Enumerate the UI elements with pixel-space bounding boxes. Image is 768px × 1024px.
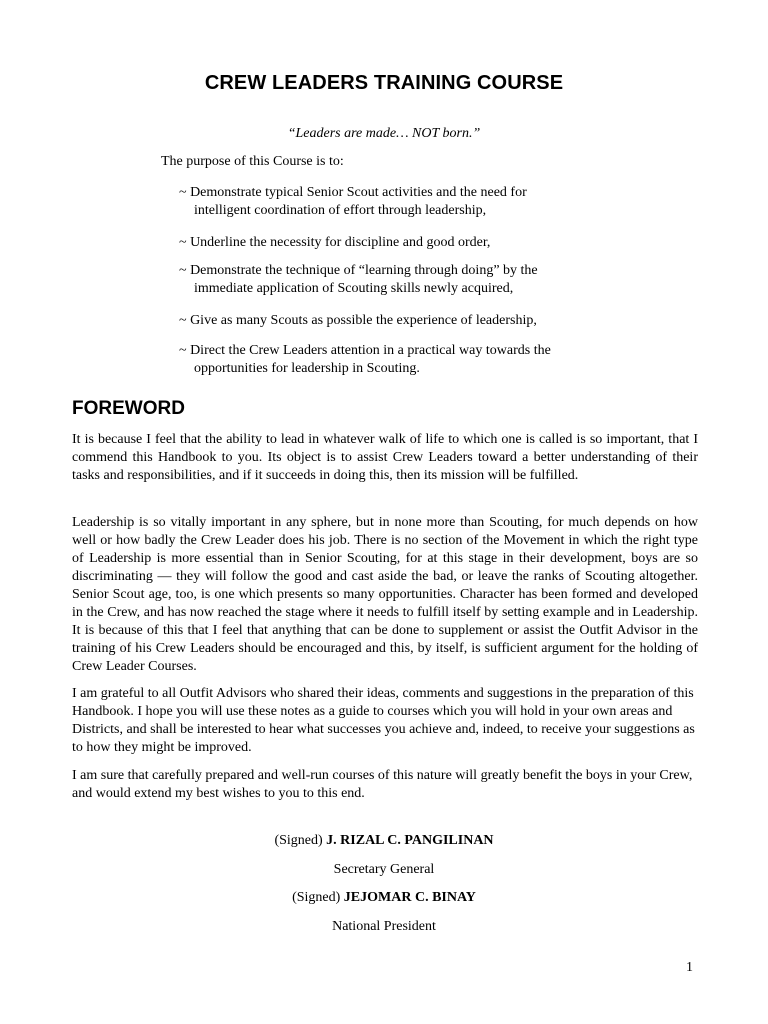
purpose-item (179, 234, 619, 252)
purpose-item (179, 342, 619, 378)
foreword-heading: FOREWORD (72, 398, 185, 419)
purpose-item-line1: ~ Demonstrate typical Senior Scout activities and the need for (179, 185, 527, 200)
foreword-paragraph: It is because I feel that the ability to lead in whatever walk of life to which one is called is so important, that I commend this Handbook to you. Its object is to assist Crew Leaders toward a better understanding of their tasks and responsibilities, and if it succeeds in doing this, then its mission will be fulfilled. (72, 432, 698, 483)
signatory-role: Secretary General (333, 862, 435, 877)
foreword-paragraph: I am sure that carefully prepared and well-run courses of this nature will greatly benefit the boys in your Crew, and would extend my best wishes to you to this end. (72, 768, 693, 801)
purpose-item-line2: intelligent coordination of effort through leadership, (194, 203, 487, 218)
purpose-item (179, 312, 619, 330)
foreword-paragraph: I am grateful to all Outfit Advisors who shared their ideas, comments and suggestions in the preparation of this Handbook. I hope you will use these notes as a guide to courses which you will hold in your own areas and Districts, and shall be interested to hear what successes you achieve and, indeed, to receive your suggestions as to how they might be improved. (72, 686, 695, 755)
page-number: 1 (686, 960, 693, 975)
purpose-item-line1: ~ Demonstrate the technique of “learning through doing” by the (179, 263, 538, 278)
signatory-role: National President (332, 919, 436, 934)
foreword-paragraph: Leadership is so vitally important in any sphere, but in none more than Scouting, for much depends on how well or how badly the Crew Leader does his job. There is no section of the Movement in which the right type of Leadership is more essential than in Senior Scouting, for at this stage in their development, boys are so discriminating — they will follow the good and cast aside the bad, or leave the ranks of Scouting altogether. Senior Scout age, too, is one which presents so many opportunities. Character has been formed and developed in the Crew, and has now reached the stage where it needs to fulfill itself by setting example and in Leadership. It is because of this that I feel that anything that can be done to supplement or assist the Outfit Advisor in the training of his Crew Leaders should be encouraged and this, by itself, is sufficient argument for the holding of Crew Leader Courses. (72, 515, 698, 674)
motto-quote: “Leaders are made… NOT born.” (287, 126, 481, 141)
signed-prefix: (Signed) (292, 890, 341, 905)
purpose-item-line1: ~ Give as many Scouts as possible the experience of leadership, (179, 313, 537, 328)
signatory-name: JEJOMAR C. BINAY (343, 890, 476, 905)
purpose-item-line1: ~ Direct the Crew Leaders attention in a practical way towards the (179, 343, 551, 358)
signature-line (0, 890, 768, 906)
purpose-item-line2: opportunities for leadership in Scouting. (194, 361, 420, 376)
purpose-list (179, 184, 619, 378)
signatory-name: J. RIZAL C. PANGILINAN (326, 833, 494, 848)
purpose-item (179, 184, 619, 220)
signature-line (0, 833, 768, 849)
purpose-item-line2: immediate application of Scouting skills newly acquired, (194, 281, 514, 296)
purpose-intro: The purpose of this Course is to: (161, 154, 344, 169)
signed-prefix: (Signed) (274, 833, 323, 848)
purpose-item (179, 262, 619, 298)
purpose-item-line1: ~ Underline the necessity for discipline and good order, (179, 235, 491, 250)
page-title: CREW LEADERS TRAINING COURSE (204, 72, 564, 94)
